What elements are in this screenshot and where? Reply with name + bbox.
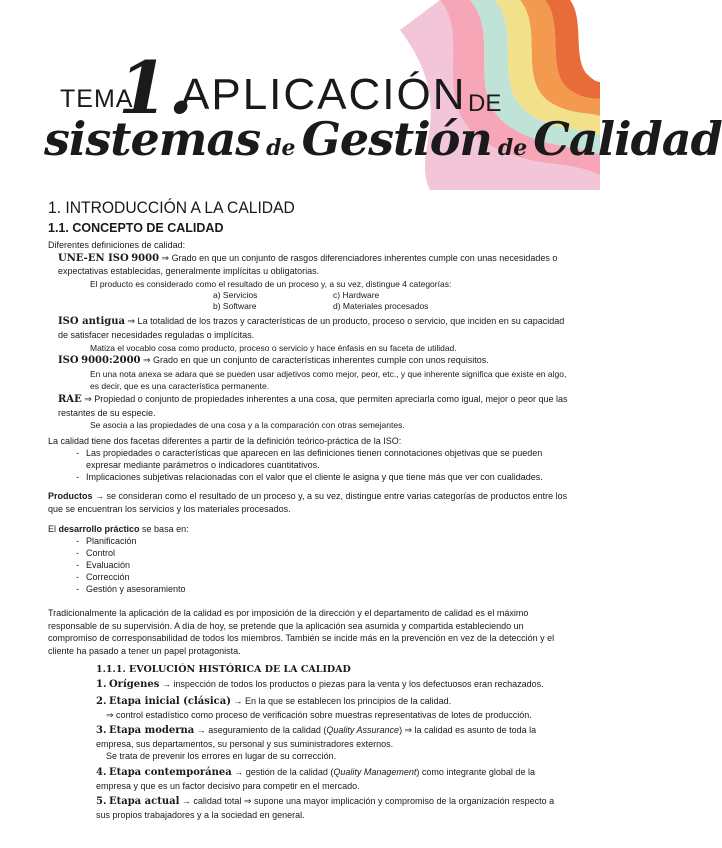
item-lead: Etapa moderna xyxy=(108,725,195,737)
list-item: - Control xyxy=(76,547,568,559)
iso-9000-text: ⇒ Grado en que un conjunto de características inherentes cumple con unos requisitos. xyxy=(140,355,489,366)
definition-iso-antigua xyxy=(48,315,568,341)
category-item: b) Software xyxy=(213,301,257,312)
list-item: - Planificación xyxy=(76,535,568,547)
desarrollo-list xyxy=(48,535,568,595)
title-de: DE xyxy=(468,90,502,117)
item-lead: Etapa actual xyxy=(108,796,180,808)
item-text: ) como integrante global de la empresa y que es un factor decisivo para competir en el mercado. xyxy=(96,767,535,791)
list-item: - Evaluación xyxy=(76,559,568,571)
list-item: - Gestión y asesoramiento xyxy=(76,583,568,595)
title-block xyxy=(0,0,722,190)
iso-9000-number: 9000:2000 xyxy=(81,355,141,367)
list-item: - Corrección xyxy=(76,571,568,583)
iso-9000-note: En una nota anexa se adara que se pueden usar adjetivos como mejor, peor, etc., y que inherente significa que existe en algo, es decir, que es una característica permanente. xyxy=(90,368,567,392)
rae-term: RAE xyxy=(58,393,82,405)
iso-antigua-note: Matiza el vocablo cosa como producto, proceso o servicio y hace énfasis en su faceta de utilidad. xyxy=(90,342,457,353)
list-item: - Las propiedades o características que aparecen en las definiciones tienen connotaciones objetivas que se pueden expresar mediante parámetros o indicadores cuantitativos. xyxy=(76,447,568,471)
subsection-heading: 1.1. CONCEPTO DE CALIDAD xyxy=(48,221,224,235)
evolution-item xyxy=(48,678,568,692)
une-text: ⇒ Grado en que un conjunto de rasgos diferenciadores inherentes cumple con unas necesidades o expectativas establecidas, generalmente implícitas u obligatorias. xyxy=(58,252,558,277)
document-content xyxy=(48,198,568,821)
une-term: UNE-EN ISO xyxy=(58,252,129,264)
productos-text: → se consideran como el resultado de un proceso y, a su vez, distingue entre varias categorías de productos entre los que se encuentran los servicios y los materiales procesados. xyxy=(48,491,568,514)
item-number: 2. xyxy=(96,696,107,708)
category-item: c) Hardware xyxy=(333,290,380,301)
item-text: → inspección de todos los productos o piezas para la venta y los defectuosos eran rechazados. xyxy=(159,679,544,690)
tema-number: 1. xyxy=(118,45,194,130)
tradicional-paragraph: Tradicionalmente la aplicación de la calidad es por imposición de la dirección y el departamento de calidad es el máximo responsable de su supervisión. A día de hoy, se pretende que la aplicación sea asumida y compartida estableciendo un compromiso de corresponsabilidad de todos los miembros. También se incide más en la prevención en vez de la detección y el cliente ha pasado a tener un papel protagonista. xyxy=(48,608,555,656)
section-heading: 1. INTRODUCCIÓN A LA CALIDAD xyxy=(48,198,295,217)
item-text: → aseguramiento de la calidad ( xyxy=(194,725,327,736)
desarrollo-intro xyxy=(48,523,568,536)
item-number: 3. xyxy=(96,725,107,737)
title-calidad: Calidad xyxy=(533,112,722,166)
une-number: 9000 xyxy=(131,252,160,264)
title-script-line xyxy=(44,112,722,166)
evolution-item xyxy=(48,695,568,709)
desarrollo-post: se basa en: xyxy=(139,523,189,534)
definitions-intro: Diferentes definiciones de calidad: xyxy=(48,240,186,250)
category-item: a) Servicios xyxy=(213,290,258,301)
definition-une xyxy=(48,252,568,278)
list-item: - Implicaciones subjetivas relacionadas con el valor que el cliente le asigna y que tiene más que ver con cualidades. xyxy=(76,471,568,483)
evolution-item-sub: Se trata de prevenir los errores en lugar de su corrección. xyxy=(106,751,337,762)
definition-rae xyxy=(48,393,568,419)
item-text: → calidad total ⇒ supone una mayor implicación y compromiso de la organización respecto a sus propios trabajadores y a la sociedad en general. xyxy=(96,796,555,820)
rae-note: Se asocia a las propiedades de una cosa y a la comparación con otras semejantes. xyxy=(90,420,405,431)
item-emphasis: Quality Assurance xyxy=(326,725,400,736)
iso-9000-term: ISO xyxy=(58,355,79,367)
evolution-item-sub: ⇒ control estadístico como proceso de verificación sobre muestras representativas de lotes de producción. xyxy=(106,709,532,720)
item-emphasis: Quality Management xyxy=(333,767,417,778)
desarrollo-term: desarrollo práctico xyxy=(58,523,140,534)
product-categories xyxy=(48,290,568,312)
evolution-item xyxy=(48,795,568,821)
title-aplicacion: APLICACIÓN xyxy=(180,70,467,119)
desarrollo-pre: El xyxy=(48,523,59,534)
item-text: → gestión de la calidad ( xyxy=(231,767,334,778)
evolution-item xyxy=(48,724,568,750)
title-de-3: de xyxy=(497,135,528,161)
facetas-list xyxy=(48,447,568,483)
tema-label: TEMA xyxy=(60,85,134,113)
productos-paragraph xyxy=(48,490,568,515)
item-text: ) ⇒ la calidad es asunto de toda la empresa, sus departamentos, su personal y sus suministradores externos. xyxy=(96,725,537,749)
item-number: 1. xyxy=(96,679,107,691)
title-sistemas: sistemas xyxy=(44,112,261,166)
definition-iso-9000 xyxy=(48,354,568,368)
title-de-2: de xyxy=(266,135,296,161)
iso-antigua-term: ISO antigua xyxy=(58,316,126,328)
item-lead: Orígenes xyxy=(108,679,160,691)
item-text: → En la que se establecen los principios de la calidad. xyxy=(231,696,452,707)
productos-term: Productos xyxy=(48,491,93,502)
category-item: d) Materiales procesados xyxy=(333,301,429,312)
item-number: 4. xyxy=(96,767,107,779)
evolution-item xyxy=(48,766,568,792)
item-number: 5. xyxy=(96,796,107,808)
title-gestion: Gestión xyxy=(301,112,492,166)
item-lead: Etapa contemporánea xyxy=(108,767,232,779)
facetas-intro: La calidad tiene dos facetas diferentes a partir de la definición teórico-práctica de la ISO: xyxy=(48,435,402,446)
item-lead: Etapa inicial (clásica) xyxy=(108,696,231,708)
iso-antigua-text: ⇒ La totalidad de los trazos y características de un producto, proceso o servicio, que inciden en su capacidad de satisfacer necesidades reguladas o implícitas. xyxy=(58,316,565,340)
evolution-heading: 1.1.1. EVOLUCIÓN HISTÓRICA DE LA CALIDAD xyxy=(96,664,351,676)
rae-text: ⇒ Propiedad o conjunto de propiedades inherentes a una cosa, que permiten apreciarla como igual, mejor o peor que las restantes de su especie. xyxy=(58,393,568,418)
une-note: El producto es considerado como el resultado de un proceso y, a su vez, distingue 4 categorías: xyxy=(90,278,452,289)
